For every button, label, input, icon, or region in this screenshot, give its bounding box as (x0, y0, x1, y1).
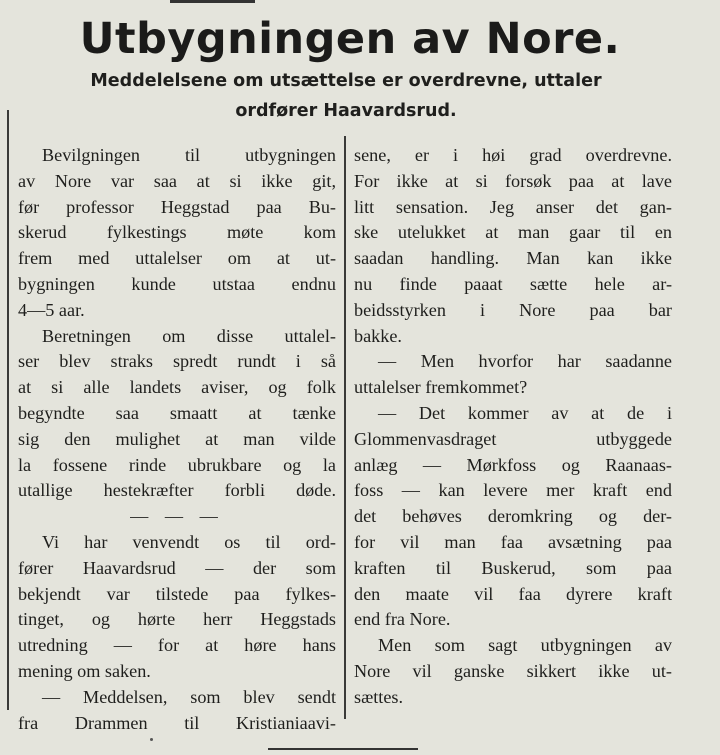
text-line: begyndte saa smaatt at tænke (18, 402, 336, 423)
text-line: uttalelser fremkommet? (354, 377, 528, 398)
paragraph-end (354, 375, 672, 401)
left-column (18, 143, 336, 736)
text-line: litt sensation. Jeg anser det gan- (354, 196, 672, 217)
text-line: kraften til Buskerud, som paa (354, 557, 672, 578)
paragraph-end (354, 607, 672, 633)
text-line: bakke. (354, 325, 402, 346)
paragraph-end (18, 298, 336, 324)
text-line: Glommenvasdraget utbyggede (354, 428, 672, 449)
right-column (354, 143, 672, 711)
paragraph (18, 685, 336, 737)
text-line: Bevilgningen til utbygningen (42, 145, 336, 165)
paragraph-end (354, 324, 672, 350)
text-line: la fossene rinde ubrukbare og la (18, 454, 336, 475)
bottom-rule (268, 748, 418, 750)
text-line: For ikke at si forsøk paa at lave (354, 170, 672, 191)
text-line: skerud fylkestings møte kom (18, 222, 336, 243)
text-line: end fra Nore. (354, 609, 451, 630)
column-divider (344, 136, 346, 719)
text-line: fra Drammen til Kristianiaavi- (18, 712, 336, 733)
text-line: 4—5 aar. (18, 299, 85, 320)
text-line: Beretningen om disse uttalel- (42, 325, 336, 346)
subheadline-line-2: ordfører Haavardsrud. (235, 101, 457, 121)
text-line: sene, er i høi grad overdrevne. (354, 145, 672, 165)
text-line: før professor Heggstad paa Bu- (18, 196, 336, 217)
paragraph (354, 349, 672, 375)
text-line: Nore vil ganske sikkert ikke ut- (354, 660, 672, 681)
paragraph (354, 143, 672, 324)
paragraph (18, 324, 336, 505)
text-line: beidsstyrken i Nore paa bar (354, 299, 672, 320)
text-line: mening om saken. (18, 660, 151, 681)
article-headline: Utbygningen av Nore. (79, 14, 621, 64)
text-line: bygningen kunde utstaa endnu (18, 273, 336, 294)
text-line: sig den mulighet at man vilde (18, 428, 336, 449)
text-line: sættes. (354, 686, 404, 707)
print-speck (150, 738, 153, 741)
article-subheadline (0, 66, 692, 126)
text-line: utredning — for at høre hans (18, 635, 336, 656)
text-line: — Det kommer av at de i (378, 402, 672, 423)
left-border-rule (7, 110, 9, 710)
top-rule (170, 0, 255, 3)
paragraph-end (18, 659, 336, 685)
paragraph (18, 530, 336, 659)
text-line: tinget, og hørte herr Heggstads (18, 609, 336, 630)
text-line: foss — kan levere mer kraft end (354, 480, 672, 501)
text-line: frem med uttalelser om at ut- (18, 248, 336, 269)
paragraph (18, 143, 336, 298)
text-line: fører Haavardsrud — der som (18, 557, 336, 578)
text-line: ser blev straks spredt rundt i så (18, 351, 336, 372)
text-line: Vi har venvendt os til ord- (42, 531, 336, 552)
section-separator: — — — (130, 506, 224, 527)
text-line: Men som sagt utbygningen av (378, 635, 672, 656)
text-line: av Nore var saa at si ikke git, (18, 170, 336, 191)
text-line: nu finde paaat sætte hele ar- (354, 273, 672, 294)
subheadline-line-1: Meddelelsene om utsættelse er overdrevne, uttaler (90, 71, 602, 91)
paragraph (354, 401, 672, 607)
text-line: at si alle landets aviser, og folk (18, 377, 336, 398)
text-line: den maate vil faa dyrere kraft (354, 583, 672, 604)
text-line: ske utelukket at man gaar til en (354, 222, 672, 243)
text-line: utallige hestekræfter forbli døde. (18, 480, 336, 501)
text-line: saadan handling. Man kan ikke (354, 248, 672, 269)
text-line: for vil man faa avsætning paa (354, 531, 672, 552)
text-line: det behøves deromkring og der- (354, 506, 672, 527)
paragraph (354, 633, 672, 685)
paragraph-end (354, 685, 672, 711)
text-line: anlæg — Mørkfoss og Raanaas- (354, 454, 672, 475)
text-line: bekjendt var tilstede paa fylkes- (18, 583, 336, 604)
text-line: — Meddelsen, som blev sendt (42, 686, 336, 707)
text-line: — Men hvorfor har saadanne (378, 351, 672, 372)
